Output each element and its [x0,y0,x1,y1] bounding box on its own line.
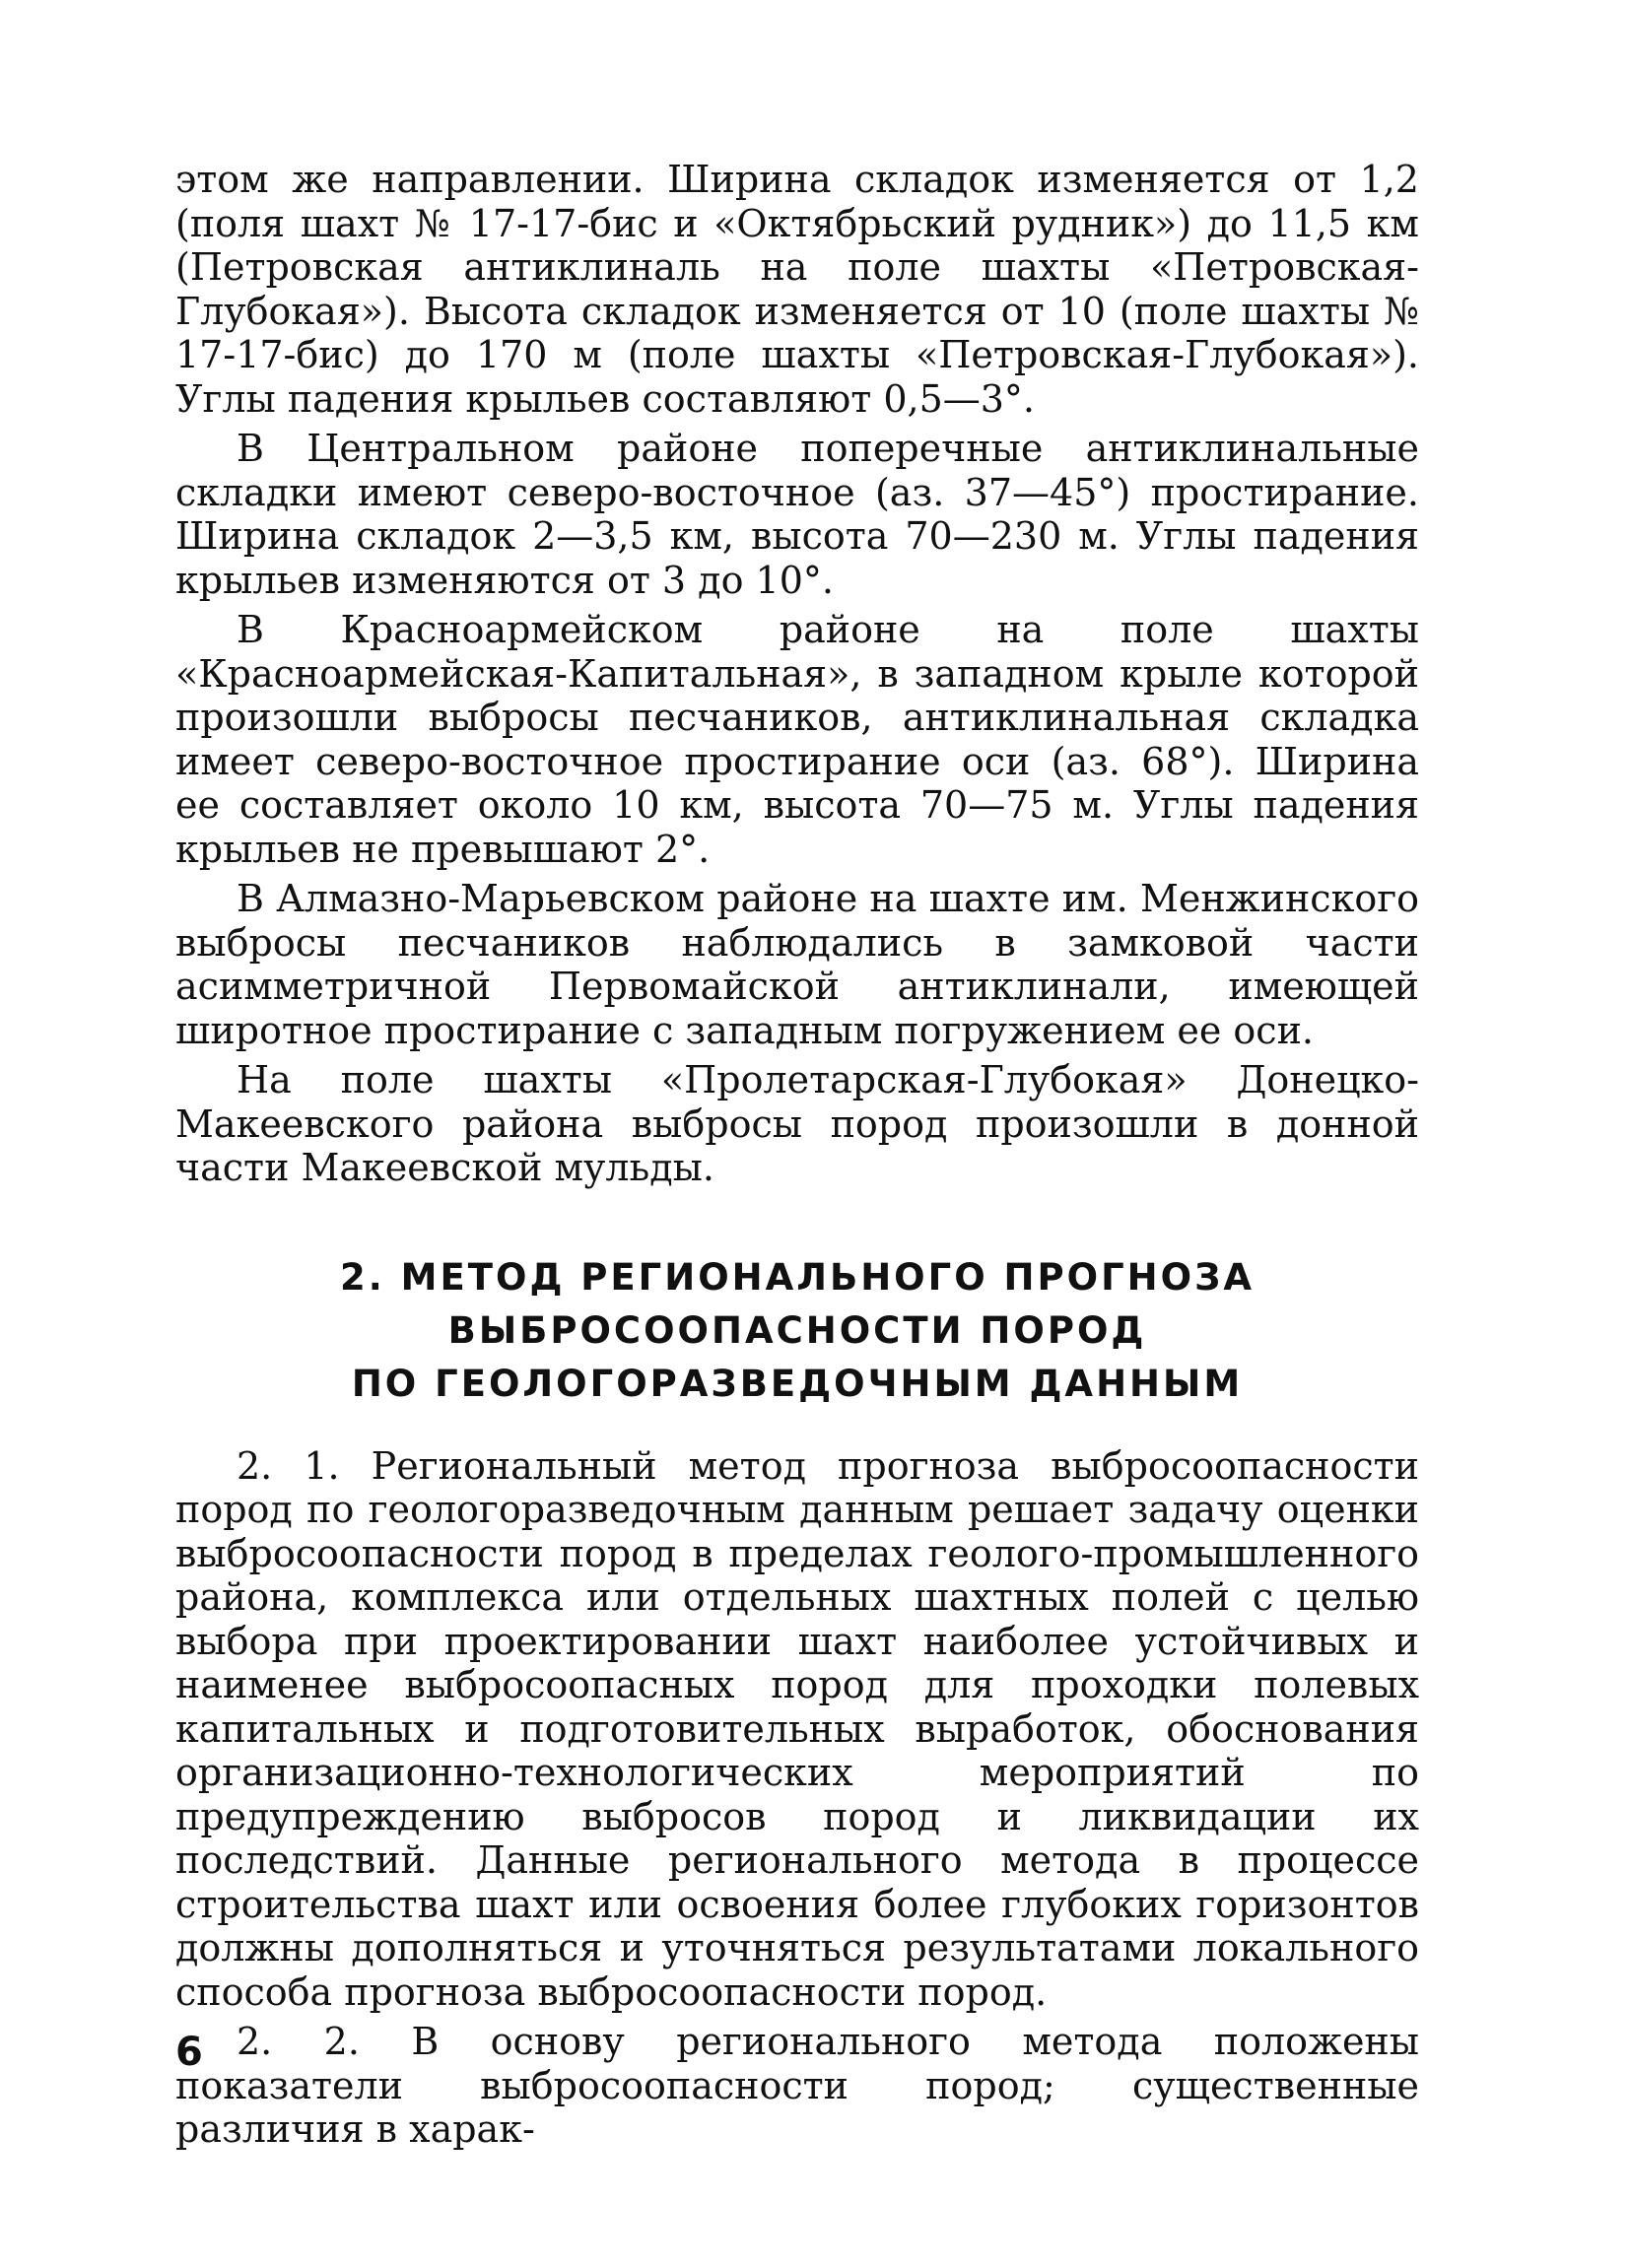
paragraph-2-1-regional-method: 2. 1. Региональный метод прогноза выбросоопасности пород по геологоразведочным данным решает задачу оценки выбросоопасности пород в пределах геолого-промышленного района, комплекса или отдельных шахтных полей с целью выбора при проектировании шахт наиболее устойчивых и наименее выбросоопасных пород для проходки полевых капитальных и подготовительных выработок, обоснования организационно-технологических мероприятий по предупреждению выбросов пород и ликвидации их последствий. Данные регионального метода в процессе строительства шахт или освоения более глубоких горизонтов должны дополняться и уточняться результатами локального способа прогноза выбросоопасности пород. [175,1443,1419,2014]
document-page [175,158,1419,2152]
page-number: 6 [175,2030,203,2075]
paragraph-krasnoarmeysk-district: В Красноармейском районе на поле шахты «Красноармейская-Капитальная», в западном крыле которой произошли выбросы песчаников, антиклинальная складка имеет северо-восточное простирание оси (аз. 68°). Ширина ее составляет около 10 км, высота 70—75 м. Углы падения крыльев не превышают 2°. [175,608,1419,871]
paragraph-proletarskaya-mine: На поле шахты «Пролетарская-Глубокая» Донецко-Макеевского района выбросы пород произошли в донной части Макеевской мульды. [175,1058,1419,1189]
paragraph-almazno-maryevsky-district: В Алмазно-Марьевском районе на шахте им. Менжинского выбросы песчаников наблюдались в замковой части асимметричной Первомайской антиклинали, имеющей широтное простирание с западным погружением ее оси. [175,877,1419,1052]
section-heading-line-1: 2. МЕТОД РЕГИОНАЛЬНОГО ПРОГНОЗА [339,1255,1255,1299]
section-heading [175,1251,1419,1411]
section-heading-line-2: ВЫБРОСООПАСНОСТИ ПОРОД [447,1308,1147,1352]
paragraph-2-2-basis: 2. 2. В основу регионального метода положены показатели выбросоопасности пород; существенные различия в харак- [175,2020,1419,2151]
paragraph-folds-width: этом же направлении. Ширина складок изменяется от 1,2 (поля шахт № 17-17-бис и «Октябрьский рудник») до 11,5 км (Петровская антиклиналь на поле шахты «Петровская-Глубокая»). Высота складок изменяется от 10 (поле шахты № 17-17-бис) до 170 м (поле шахты «Петровская-Глубокая»). Углы падения крыльев составляют 0,5—3°. [175,158,1419,421]
section-heading-line-3: ПО ГЕОЛОГОРАЗВЕДОЧНЫМ ДАННЫМ [351,1362,1244,1405]
paragraph-central-district: В Центральном районе поперечные антиклинальные складки имеют северо-восточное (аз. 37—45°) простирание. Ширина складок 2—3,5 км, высота 70—230 м. Углы падения крыльев изменяются от 3 до 10°. [175,427,1419,602]
